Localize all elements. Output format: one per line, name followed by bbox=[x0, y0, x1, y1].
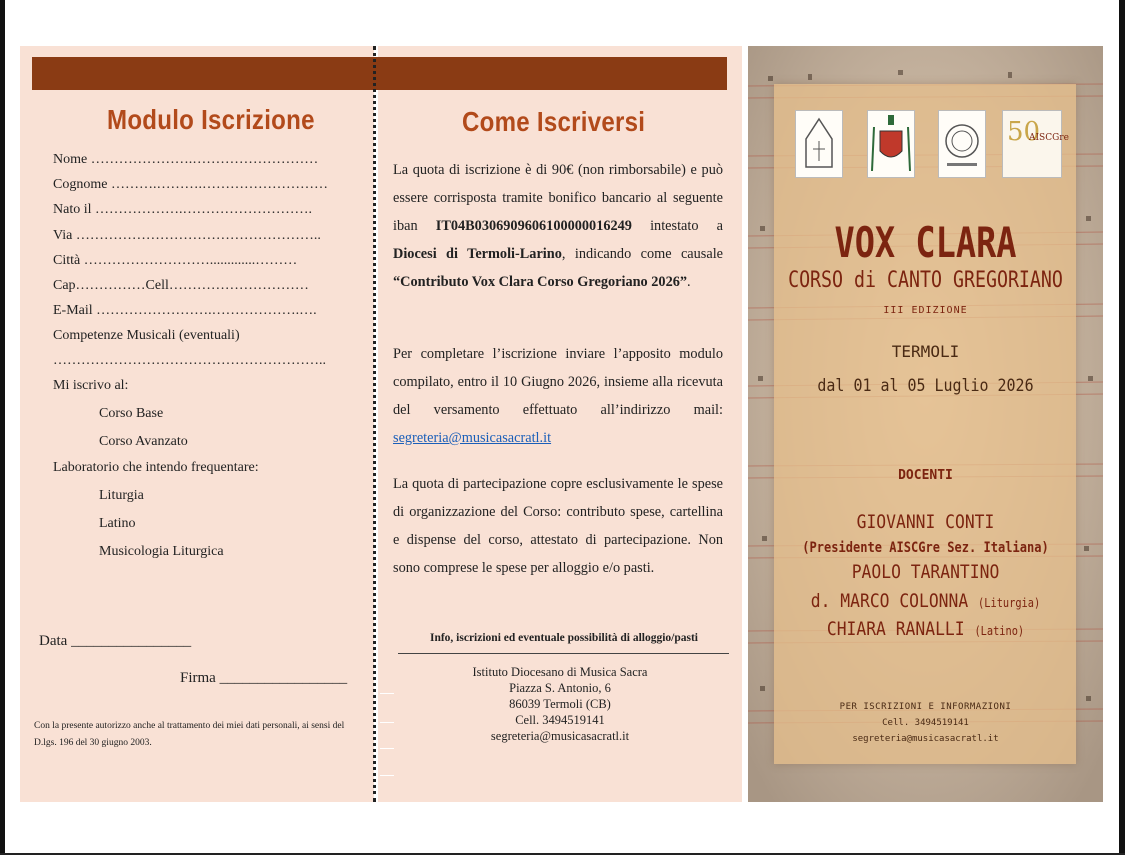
email-link[interactable]: segreteria@musicasacratl.it bbox=[393, 430, 552, 446]
teachers-label: DOCENTI bbox=[898, 468, 953, 483]
enroll-label: Mi iscrivo al: bbox=[53, 378, 129, 393]
poster-footer-label: PER ISCRIZIONI E INFORMAZIONI bbox=[839, 702, 1012, 712]
poster-dates: dal 01 al 05 Luglio 2026 bbox=[817, 376, 1034, 396]
teacher-marco-colonna: d. MARCO COLONNA (Liturgia) bbox=[810, 590, 1041, 612]
info-title: Info, iscrizioni ed eventuale possibilità di alloggio/pasti bbox=[429, 632, 699, 644]
complete-paragraph: Per completare l’iscrizione inviare l’apposito modulo compilato, entro il 10 Giugno 2026, insieme alla ricevuta del versamento effettuato all’indirizzo mail: segreteria@musicasacratl.it bbox=[393, 346, 723, 446]
option-corso-base[interactable] bbox=[75, 406, 163, 422]
option-label: Corso Base bbox=[99, 406, 164, 421]
teacher-role: (Latino) bbox=[974, 624, 1025, 638]
payment-reason: “Contributo Vox Clara Corso Gregoriano 2026” bbox=[393, 274, 688, 290]
teacher-giovanni-conti-role: (Presidente AISCGre Sez. Italiana) bbox=[802, 540, 1049, 556]
contact-address bbox=[400, 664, 720, 744]
tick-mark bbox=[380, 693, 394, 694]
address-line: segreteria@musicasacratl.it bbox=[490, 729, 630, 743]
teacher-role: (Liturgia) bbox=[978, 596, 1041, 610]
field-competenze-label: Competenze Musicali (eventuali) bbox=[53, 328, 240, 343]
field-nato-il[interactable]: Nato il ……………….………………………. bbox=[53, 202, 312, 217]
aiscgre-50-logo: 50 AISCGre bbox=[1002, 110, 1062, 178]
teacher-giovanni-conti: GIOVANNI CONTI bbox=[856, 511, 995, 533]
option-label: Musicologia Liturgica bbox=[99, 544, 224, 559]
course-poster bbox=[748, 46, 1103, 802]
poster-footer-cell: Cell. 3494519141 bbox=[882, 718, 969, 728]
how-to-title: Come Iscriversi bbox=[462, 106, 646, 137]
field-email[interactable]: E-Mail …………………….……………….…. bbox=[53, 303, 317, 318]
address-line: Istituto Diocesano di Musica Sacra bbox=[472, 665, 648, 679]
option-label: Latino bbox=[99, 516, 136, 531]
iban: IT04B0306909606100000016249 bbox=[435, 218, 632, 234]
cathedral-logo bbox=[795, 110, 843, 178]
quota-paragraph: La quota di partecipazione copre esclusivamente le spese di organizzazione del Corso: contributo spese, cartellina e dispense del corso, attestato di partecipazione. Non sono comprese le spese per alloggio e/o pasti. bbox=[393, 476, 723, 576]
poster-edition: III EDIZIONE bbox=[883, 305, 968, 316]
option-label: Liturgia bbox=[99, 488, 144, 503]
poster-footer-email: segreteria@musicasacratl.it bbox=[852, 734, 999, 744]
teacher-chiara-ranalli: CHIARA RANALLI (Latino) bbox=[826, 618, 1025, 640]
date-field[interactable]: Data ________________ bbox=[39, 633, 192, 649]
address-line: Cell. 3494519141 bbox=[515, 713, 605, 727]
bishop-coat-of-arms-logo bbox=[867, 110, 915, 178]
tick-mark bbox=[380, 748, 394, 749]
poster-title: VOX CLARA bbox=[834, 218, 1017, 267]
option-musicologia[interactable] bbox=[75, 544, 224, 560]
field-cap-cell[interactable]: Cap……………Cell………………………… bbox=[53, 278, 309, 293]
privacy-note: Con la presente autorizzo anche al trattamento dei miei dati personali, ai sensi del D.lgs. 196 del 30 giugno 2003. bbox=[34, 721, 345, 748]
field-via[interactable]: Via …………………………………………….. bbox=[53, 228, 321, 243]
address-line: Piazza S. Antonio, 6 bbox=[509, 681, 611, 695]
window-edge-left bbox=[0, 0, 5, 855]
fee-paragraph: La quota di iscrizione è di 90€ (non rimborsabile) e può essere corrisposta tramite bonifico bancario al seguente iban IT04B0306909606100000016249 intestato a Diocesi di Termoli-Larino, indicando come causale “Contributo Vox Clara Corso Gregoriano 2026”. bbox=[393, 162, 724, 290]
tick-mark bbox=[380, 775, 394, 776]
field-cognome[interactable]: Cognome ……….……….……………………… bbox=[53, 177, 328, 192]
poster-subtitle: CORSO di CANTO GREGORIANO bbox=[788, 268, 1063, 293]
tick-mark bbox=[380, 722, 394, 723]
field-competenze[interactable]: ………………………………………………….. bbox=[53, 353, 326, 368]
header-banner bbox=[32, 57, 727, 90]
option-label: Corso Avanzato bbox=[99, 434, 188, 449]
field-nome[interactable]: Nome ………………….……………………… bbox=[53, 152, 319, 167]
signature-field[interactable]: Firma _________________ bbox=[180, 670, 348, 686]
poster-city: TERMOLI bbox=[891, 342, 960, 361]
option-latino[interactable] bbox=[75, 516, 136, 532]
lab-label: Laboratorio che intendo frequentare: bbox=[53, 460, 259, 475]
field-citta[interactable]: Città ……………………….............……… bbox=[53, 253, 298, 268]
institute-seal-logo bbox=[938, 110, 986, 178]
fold-divider bbox=[373, 46, 376, 802]
info-divider bbox=[398, 653, 729, 654]
option-liturgia[interactable] bbox=[75, 488, 144, 504]
option-corso-avanzato[interactable] bbox=[75, 434, 188, 450]
form-title: Modulo Iscrizione bbox=[107, 104, 315, 135]
poster-card bbox=[774, 84, 1076, 764]
window-edge-right bbox=[1119, 0, 1125, 855]
address-line: 86039 Termoli (CB) bbox=[509, 697, 611, 711]
teacher-paolo-tarantino: PAOLO TARANTINO bbox=[851, 561, 1000, 583]
account-holder: Diocesi di Termoli-Larino bbox=[393, 246, 562, 262]
